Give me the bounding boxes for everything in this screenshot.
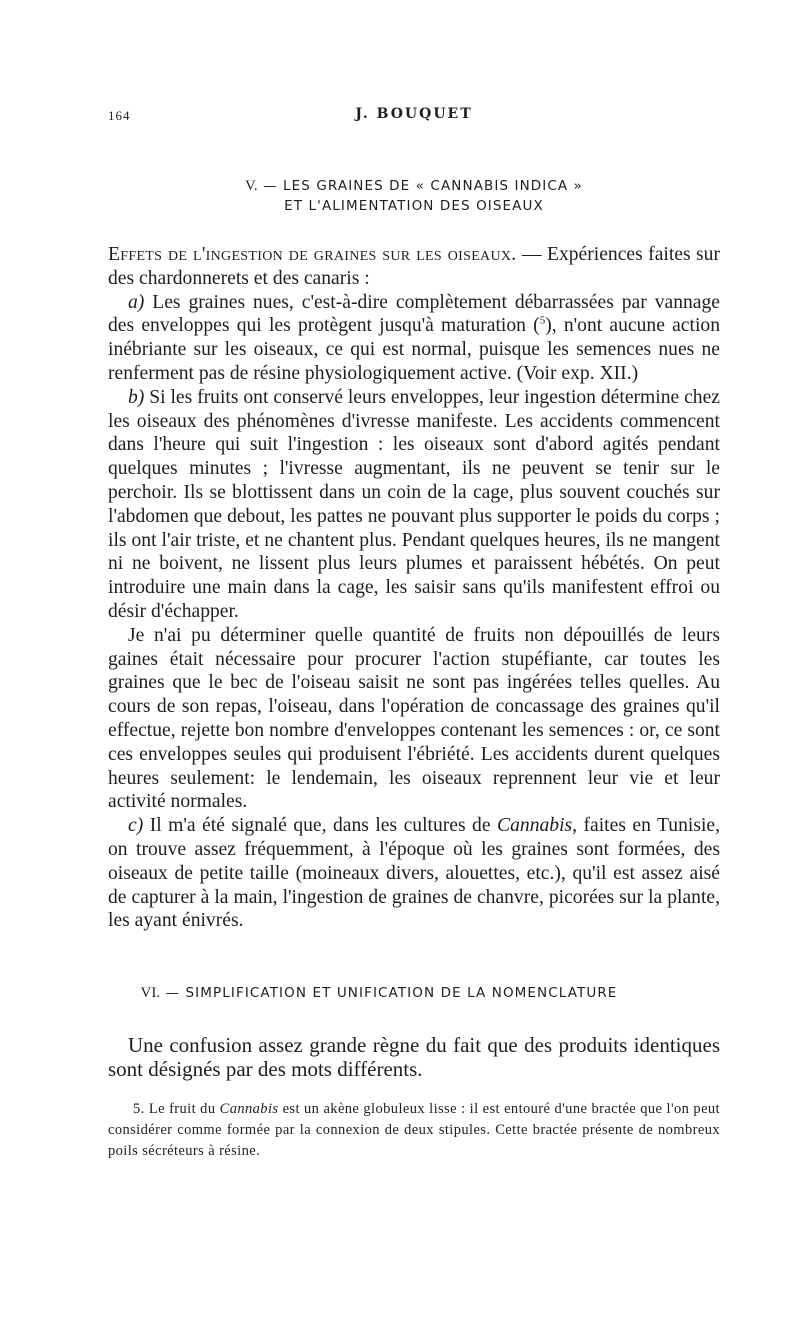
footnote bbox=[108, 1099, 720, 1162]
footnote-reference[interactable]: 5 bbox=[539, 314, 546, 327]
section-vi-title: — SIMPLIFICATION ET UNIFICATION DE LA NOMENCLATURE bbox=[165, 985, 618, 1002]
paragraph-text: Il m'a été signalé que, dans les cultures de bbox=[143, 815, 498, 837]
paragraph-effects bbox=[108, 243, 720, 291]
paragraph-confusion: Une confusion assez grande règne du fait que des produits identiques sont désignés par des mots différents. bbox=[108, 1033, 720, 1082]
section-vi-heading bbox=[38, 983, 720, 1003]
page bbox=[108, 104, 720, 1177]
footnote-text: est un akène globuleux lisse : il est entouré d'une bractée que l'on peut considérer comme formée par la connexion de deux stipules. Cette bractée présente de nombreux poils sécréteurs à résine. bbox=[108, 1101, 720, 1160]
page-number: 164 bbox=[108, 108, 131, 123]
footnote-number: 5. bbox=[133, 1101, 145, 1118]
section-v-title-line2: ET L'ALIMENTATION DES OISEAUX bbox=[284, 198, 544, 214]
section-v-number: V. bbox=[245, 178, 258, 194]
paragraph-text: — Expériences faites sur des chardonnerets et des canaris : bbox=[108, 244, 720, 289]
item-label: a) bbox=[128, 291, 145, 313]
running-head bbox=[108, 104, 720, 130]
paragraph-text: Les graines nues, c'est-à-dire complètement débarrassées par vannage des enveloppes qui les protègent jusqu'à maturation ( bbox=[108, 291, 720, 337]
paragraph-text: , faites en Tunisie, on trouve assez fréquemment, à l'époque où les graines sont formées, des oiseaux de petite taille (moineaux divers, alouettes, etc.), qu'il est assez aisé de capturer à la main, l'ingestion de graines de chanvre, picorées sur la plante, les ayant énivrés. bbox=[108, 815, 720, 932]
running-title: J. BOUQUET bbox=[355, 106, 473, 122]
genus-name: Cannabis bbox=[219, 1101, 279, 1118]
paragraph-quantity: Je n'ai pu déterminer quelle quantité de fruits non dépouillés de leurs gaines était nécessaire pour procurer l'action stupéfiante, car toutes les graines que le bec de l'oiseau saisit ne sont pas ingérées telles quelles. Au cours de son repas, l'oiseau, dans l'opération de concassage des graines qu'il effectue, rejette bon nombre d'enveloppes contenant les semences : or, ce sont ces enveloppes seules qui produisent l'ébriété. Les accidents durent quelques heures seulement: le lendemain, les oiseaux reprennent leur vie et leur activité normales. bbox=[108, 624, 720, 813]
item-label: c) bbox=[128, 815, 144, 837]
section-vi-number: VI. bbox=[140, 985, 161, 1002]
section-v-title: — LES GRAINES DE « CANNABIS INDICA » bbox=[263, 178, 583, 194]
section-v-heading bbox=[108, 176, 720, 216]
paragraph-c bbox=[108, 814, 720, 933]
paragraph-text: Si les fruits ont conservé leurs enveloppes, leur ingestion détermine chez les oiseaux des phénomènes d'ivresse manifeste. Les accidents commencent dans l'heure qui suit l'ingestion : les oiseaux sont d'abord agités pendant quelques minutes ; l'ivresse augmentant, ils ne peuvent se tenir sur le perchoir. Ils se blottissent dans un coin de la cage, plus souvent couchés sur l'abdomen que debout, les pattes ne pouvant plus supporter le poids du corps ; ils ont l'air triste, et ne chantent plus. Pendant quelques heures, ils ne mangent ni ne boivent, ne lissent plus leurs plumes et paraissent hébétés. On peut introduire une main dans la cage, les saisir sans qu'ils manifestent effroi ou désir d'échapper. bbox=[108, 386, 720, 622]
item-label: b) bbox=[128, 386, 145, 408]
footnote-text: Le fruit du bbox=[144, 1101, 220, 1118]
paragraph-run-in-heading: Effets de l'ingestion de graines sur les oiseaux. bbox=[108, 244, 517, 265]
paragraph-text: ), n'ont aucune action inébriante sur les oiseaux, ce qui est normal, puisque les semences nues ne renferment pas de résine physiologiquement active. (Voir exp. XII.) bbox=[108, 315, 720, 384]
genus-name: Cannabis bbox=[497, 815, 573, 837]
paragraph-b bbox=[108, 386, 720, 624]
paragraph-a bbox=[108, 291, 720, 386]
section-v-title-line1 bbox=[108, 176, 720, 196]
